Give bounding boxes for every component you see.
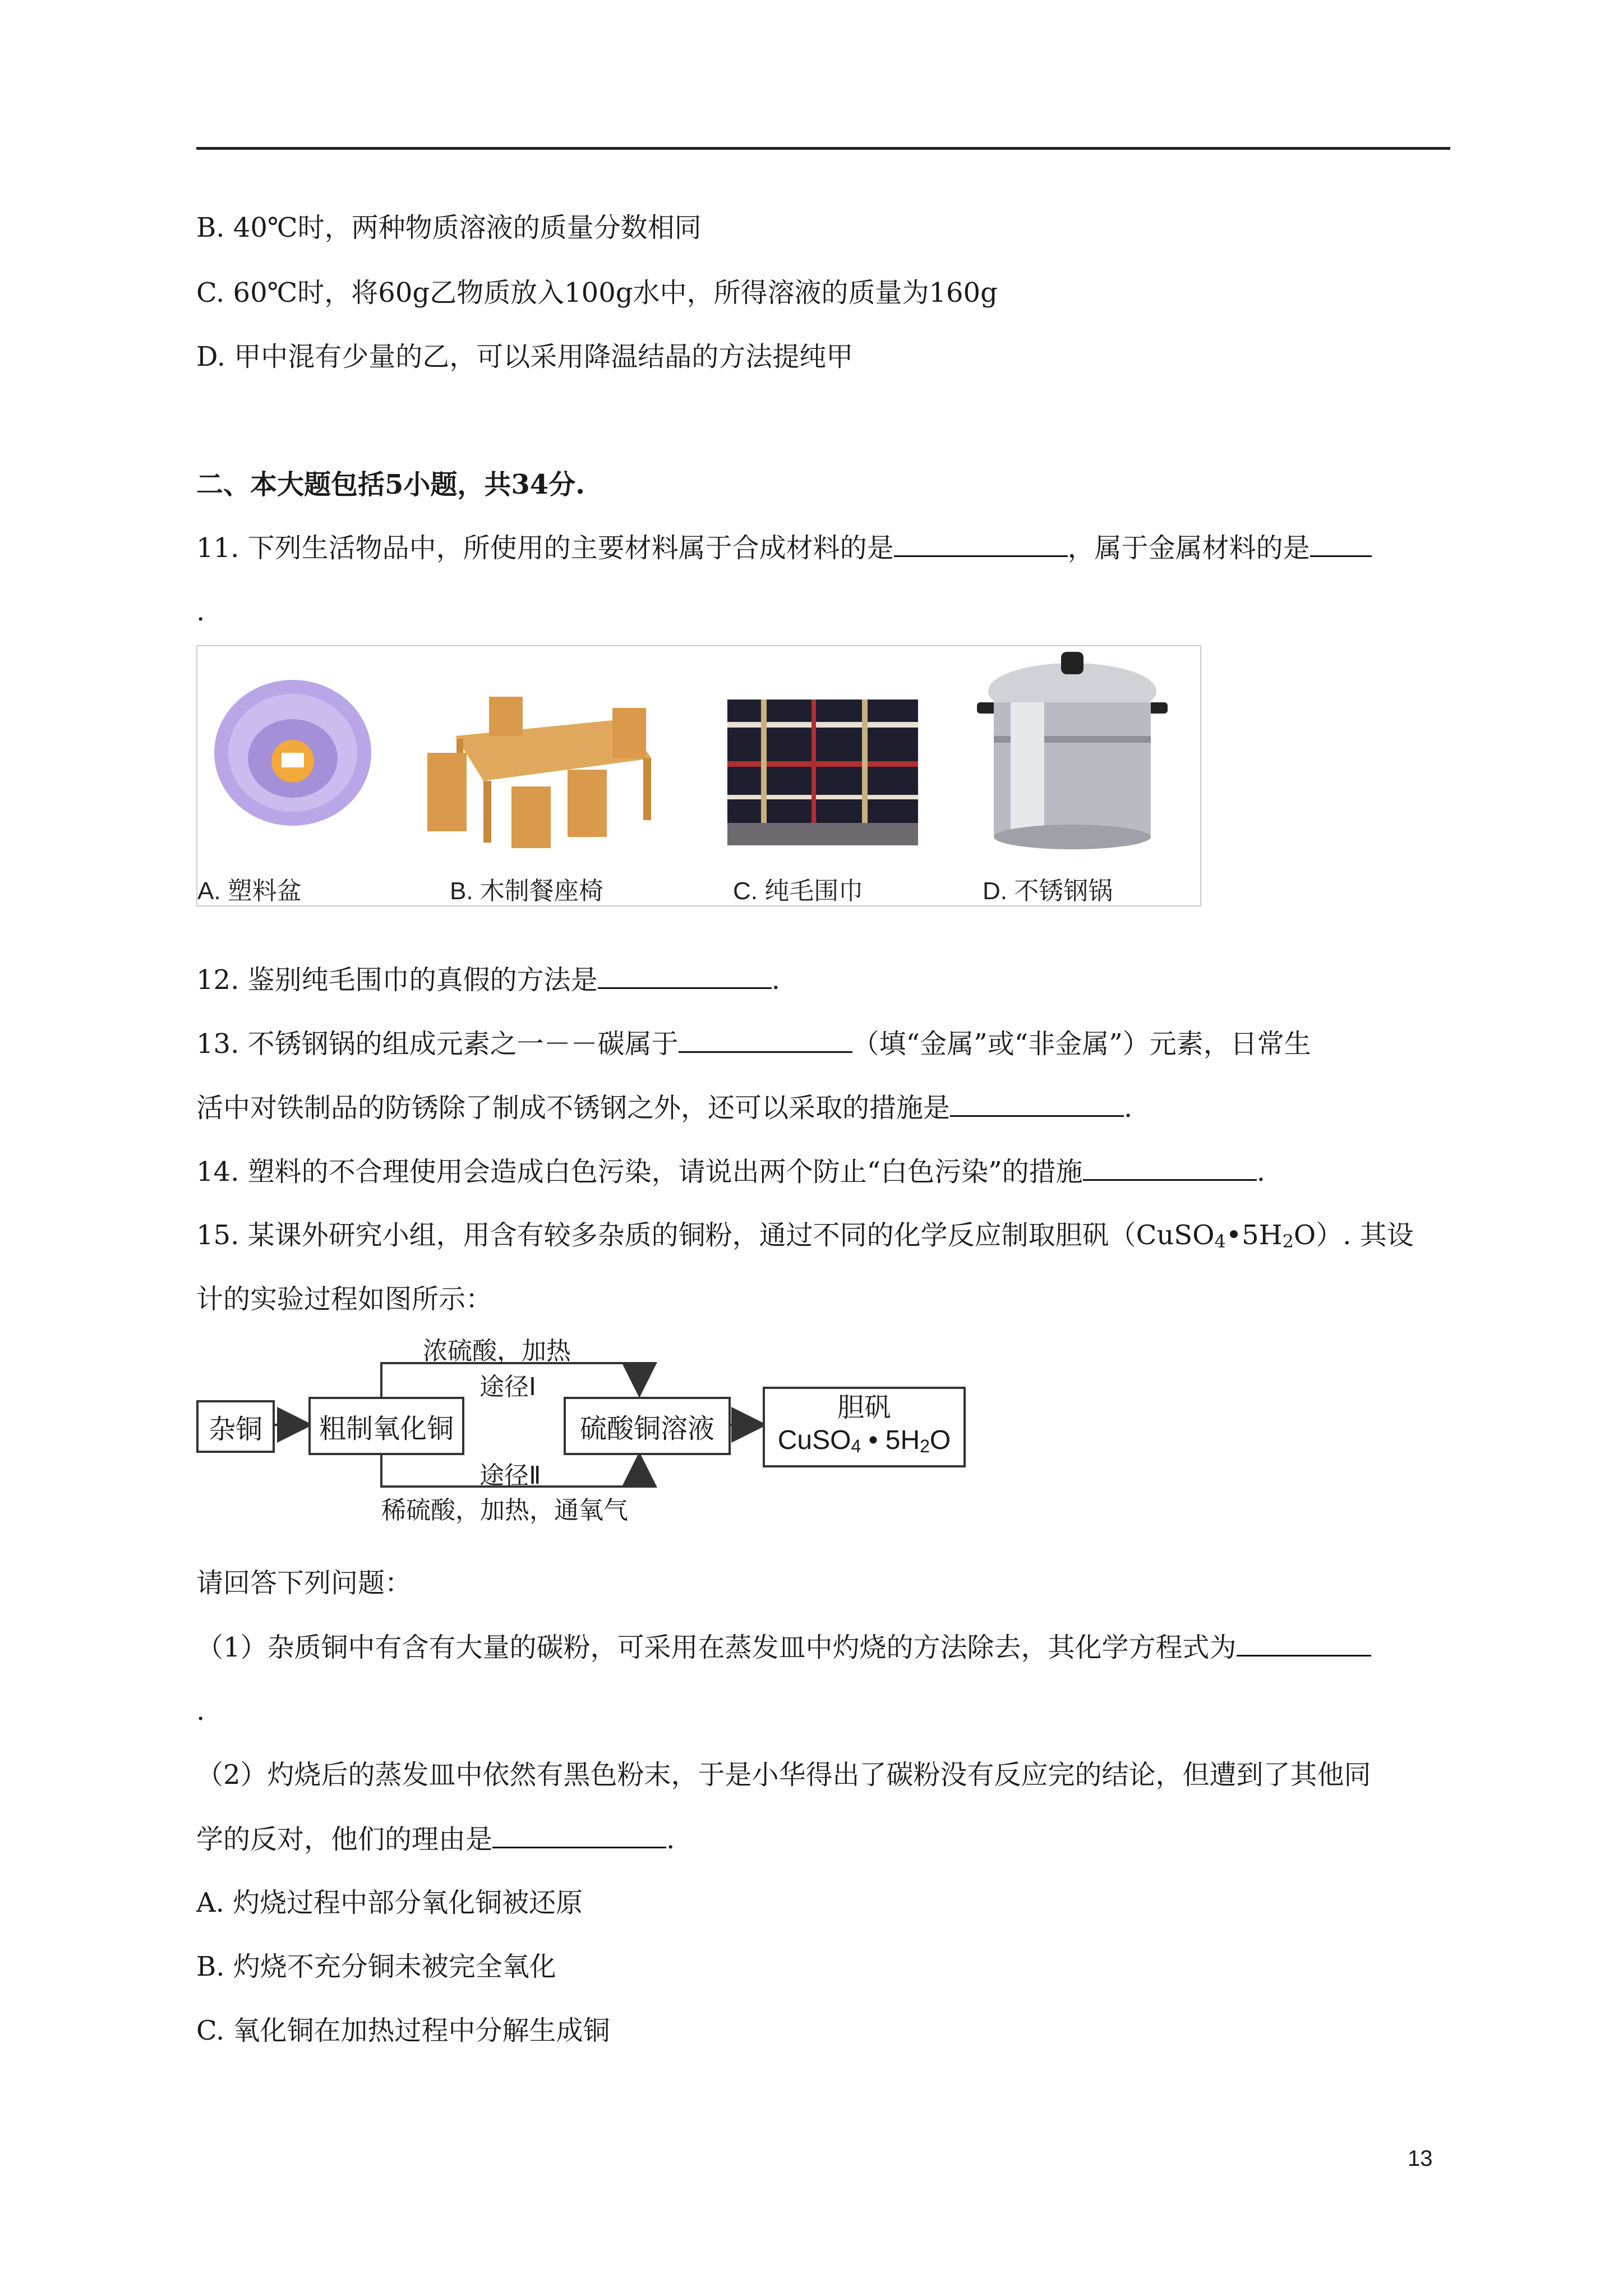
option-d-top: D. 甲中混有少量的乙，可以采用降温结晶的方法提纯甲 — [196, 341, 854, 372]
flow-box-crude-copper-oxide: 粗制氧化铜 — [308, 1397, 464, 1455]
q13-blank-1[interactable] — [679, 1027, 852, 1053]
sub-question-2-line-2 — [196, 1822, 675, 1856]
formula-sub-2: 2 — [920, 1436, 930, 1456]
steel-pot-image — [960, 641, 1184, 865]
flow-label-dilute-acid: 稀硫酸，加热，通氧气 — [381, 1497, 628, 1524]
option-c-top: C. 60℃时，将60g乙物质放入100g水中，所得溶液的质量为160g — [196, 277, 998, 309]
sub1-text: （1）杂质铜中有含有大量的碳粉，可采用在蒸发皿中灼烧的方法除去，其化学方程式为 — [196, 1632, 1237, 1663]
q14-blank[interactable] — [1083, 1154, 1257, 1181]
q12-blank[interactable] — [598, 963, 772, 989]
q12-text: 12. 鉴别纯毛围巾的真假的方法是 — [196, 964, 598, 996]
flow-box-copper-sulfate-solution: 硫酸铜溶液 — [564, 1397, 731, 1455]
q14-tail: . — [1256, 1156, 1265, 1188]
formula-o: O — [929, 1425, 951, 1455]
sub2-tail: . — [666, 1824, 675, 1855]
q15-text-a: 15. 某课外研究小组，用含有较多杂质的铜粉，通过不同的化学反应制取胆矾（CuSO — [196, 1220, 1215, 1251]
formula-cuso: CuSO — [777, 1425, 851, 1455]
q15-text-c: O）. 其设 — [1293, 1220, 1414, 1251]
sub2-blank[interactable] — [492, 1822, 666, 1848]
q13-tail: . — [1124, 1092, 1133, 1124]
caption-d: D. 不锈钢锅 — [983, 877, 1113, 905]
flow-label-route-1: 途径Ⅰ — [479, 1373, 536, 1401]
q11-blank-2[interactable] — [1310, 531, 1372, 557]
q12-tail: . — [771, 964, 780, 996]
option-b-top: B. 40℃时，两种物质溶液的质量分数相同 — [196, 212, 702, 243]
sub2-text: 学的反对，他们的理由是 — [196, 1824, 493, 1855]
page-number: 13 — [1408, 2146, 1433, 2171]
question-11 — [196, 531, 1372, 565]
sub1-blank[interactable] — [1237, 1630, 1371, 1657]
sub-question-2-line-1: （2）灼烧后的蒸发皿中依然有黑色粉末，于是小华得出了碳粉没有反应完的结论，但遭到了其他同 — [196, 1759, 1371, 1791]
q13-text-a: 13. 不锈钢锅的组成元素之一－－碳属于 — [196, 1028, 679, 1060]
blue-vitriol-name: 胆矾 — [837, 1393, 891, 1423]
plastic-basin-image — [209, 669, 377, 831]
sub1-tail: . — [196, 1695, 205, 1727]
question-14 — [196, 1154, 1265, 1189]
flow-box-blue-vitriol — [763, 1387, 966, 1467]
flow-box-impure-copper: 杂铜 — [196, 1400, 275, 1453]
choice-b: B. 灼烧不充分铜未被完全氧化 — [196, 1951, 556, 1982]
q15-sub-4: 4 — [1214, 1231, 1226, 1252]
sub-question-1 — [196, 1630, 1371, 1664]
q14-text: 14. 塑料的不合理使用会造成白色污染，请说出两个防止“白色污染”的措施 — [196, 1156, 1083, 1188]
prompt-text: 请回答下列问题： — [196, 1567, 412, 1599]
question-13-line-1 — [196, 1027, 1311, 1061]
formula-sub-4: 4 — [851, 1436, 861, 1456]
product-photos — [196, 645, 1201, 907]
question-15-line-2: 计的实验过程如图所示： — [196, 1283, 493, 1315]
section-heading: 二、本大题包括5小题，共34分. — [196, 469, 585, 500]
caption-c: C. 纯毛围巾 — [733, 877, 864, 905]
question-12 — [196, 963, 780, 997]
choice-a: A. 灼烧过程中部分氧化铜被还原 — [196, 1887, 583, 1918]
header-rule — [196, 147, 1450, 150]
choice-c: C. 氧化铜在加热过程中分解生成铜 — [196, 2015, 610, 2046]
experiment-flow-diagram — [196, 1331, 969, 1524]
q11-text-b: ，属于金属材料的是 — [1067, 532, 1310, 564]
wool-scarf-image — [727, 700, 918, 845]
question-15-line-1 — [196, 1218, 1414, 1258]
q13-text-c: 活中对铁制品的防锈除了制成不锈钢之外，还可以采取的措施是 — [196, 1092, 951, 1124]
blue-vitriol-formula — [778, 1424, 951, 1462]
question-13-line-2 — [196, 1091, 1132, 1125]
q11-tail: . — [196, 596, 205, 627]
caption-a: A. 塑料盆 — [197, 877, 302, 905]
flow-label-route-2: 途径Ⅱ — [479, 1462, 541, 1489]
q13-blank-2[interactable] — [950, 1091, 1124, 1117]
flow-label-concentrated-acid: 浓硫酸，加热 — [423, 1337, 571, 1365]
wooden-table-image — [422, 685, 657, 854]
q15-sub-2: 2 — [1282, 1231, 1294, 1252]
q13-text-b: （填“金属”或“非金属”）元素，日常生 — [852, 1028, 1311, 1060]
q11-text-a: 11. 下列生活物品中，所使用的主要材料属于合成材料的是 — [196, 532, 894, 564]
q11-blank-1[interactable] — [894, 531, 1068, 557]
formula-5h: • 5H — [861, 1425, 920, 1455]
q15-text-b: •5H — [1225, 1220, 1283, 1251]
caption-b: B. 木制餐座椅 — [450, 877, 603, 905]
